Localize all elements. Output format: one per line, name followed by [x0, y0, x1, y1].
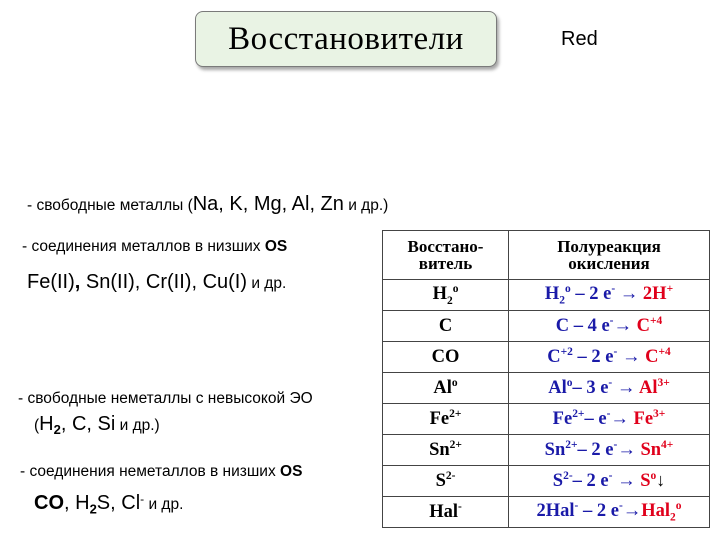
table-row: [383, 373, 710, 404]
formula-co: CO: [34, 492, 64, 515]
separator: ,: [74, 271, 86, 293]
reducer-cell: $H_2^o$: [383, 280, 509, 311]
os-label: OS: [264, 238, 288, 255]
header-reducer: [383, 231, 509, 280]
header-reaction: [509, 231, 710, 280]
item-free-nonmetals: [18, 390, 313, 408]
item-metal-compounds: [22, 238, 287, 256]
item-nonmetal-compounds: [20, 463, 302, 481]
os-label: OS: [280, 463, 303, 480]
table-row: [383, 280, 710, 311]
item-text: - соединения неметаллов в низших: [20, 463, 281, 480]
formula-cl: S, Cl: [96, 492, 141, 515]
table-row: [383, 342, 710, 373]
header-text: окисления: [568, 254, 650, 273]
table-row: [383, 497, 710, 528]
header-text: Восстано-: [407, 237, 484, 256]
item-suffix: и др.: [247, 275, 287, 292]
reaction-cell: $C^{+2} - 2$ $e^- \to C^{+4}$: [509, 342, 710, 373]
page-title: Восстановители: [228, 20, 464, 57]
reaction-cell: $S^{2-}-$ 2 $e^- \to S^o↓$: [509, 466, 710, 497]
item-suffix: и др.: [144, 496, 184, 514]
item-text: - свободные металлы (: [27, 197, 193, 214]
oxidation-table: [382, 230, 710, 528]
reducer-cell: Hal-: [383, 497, 509, 528]
formula-h: H: [39, 413, 54, 435]
reaction-cell: Al$^o$– 3 $e^- \to Al^{3+}$: [509, 373, 710, 404]
item-formula: Fe(II): [27, 271, 75, 293]
reducer-cell: $Sn^{2+}$: [383, 435, 509, 466]
reaction-cell: $H_2^o - 2$ e- → 2H+: [509, 280, 710, 311]
item-nonmetal-examples: [34, 413, 160, 437]
item-suffix: и др.): [115, 417, 160, 434]
item-text: (: [34, 417, 40, 434]
header-text: витель: [418, 254, 473, 273]
header-text: Полуреакция: [557, 237, 661, 256]
red-label: Red: [561, 28, 598, 50]
item-formulas: Sn(II), Cr(II), Cu(I): [85, 271, 248, 293]
item-text: - соединения металлов в низших: [22, 238, 265, 255]
item-suffix: и др.): [343, 197, 389, 214]
item-formulas: Na, K, Mg, Al, Zn: [192, 193, 344, 215]
formula-sub: 2: [89, 501, 97, 517]
reducer-cell: $Fe^{2+}$: [383, 404, 509, 435]
table-row: [383, 311, 710, 342]
item-text: - свободные неметаллы с невысокой ЭО: [18, 390, 313, 407]
reducer-cell: CO: [383, 342, 509, 373]
title-box: [195, 11, 497, 67]
table-row: [383, 435, 710, 466]
table-header-row: [383, 231, 710, 280]
reaction-cell: $Sn^{2+}-$ 2 $e^-\to Sn^{4+}$: [509, 435, 710, 466]
item-nonmetal-compound-examples: [34, 492, 183, 516]
reaction-cell: 2Hal- – 2 e-→Hal$_2^o$: [509, 497, 710, 528]
formula-sub: 2: [53, 422, 61, 438]
formula-sup: -: [140, 492, 145, 506]
reducer-cell: $S^{2-}$: [383, 466, 509, 497]
table-row: [383, 404, 710, 435]
item-formulas: , C, Si: [60, 413, 116, 435]
reaction-cell: $Fe^{2+}-$ $e^-\to Fe^{3+}$: [509, 404, 710, 435]
reaction-cell: C – 4 $e^-\to C^{+4}$: [509, 311, 710, 342]
item-metal-examples: [27, 271, 286, 294]
table-row: [383, 466, 710, 497]
item-free-metals: [27, 193, 388, 216]
reducer-cell: C: [383, 311, 509, 342]
formula-h2s: , H: [64, 492, 90, 515]
reducer-cell: Al$^o$: [383, 373, 509, 404]
